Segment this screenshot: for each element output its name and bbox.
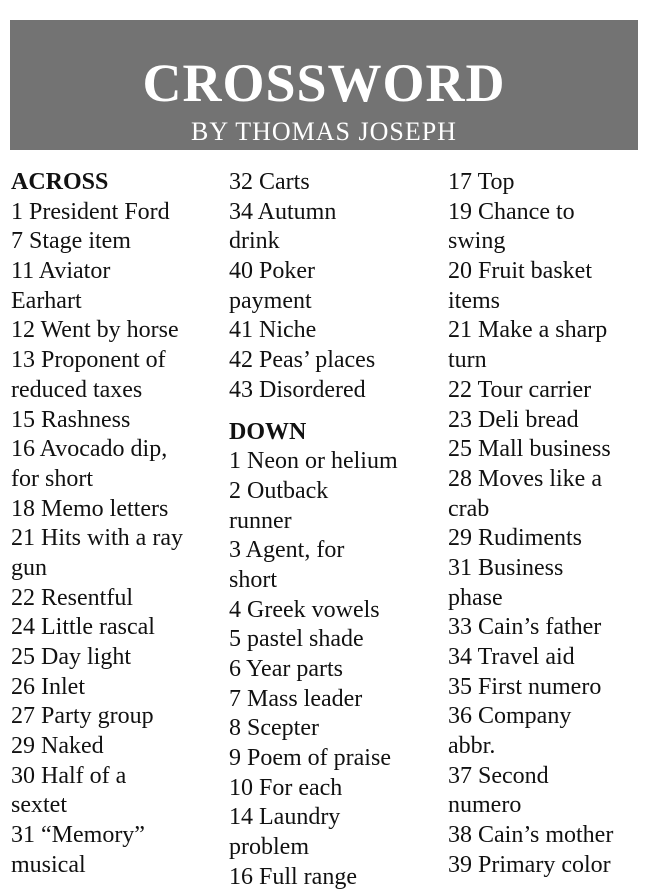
clue-line: numero xyxy=(448,792,522,819)
clue-line: crab xyxy=(448,495,490,522)
clue-line: 20 Fruit basket xyxy=(448,258,592,285)
down-clue-list-continued xyxy=(448,168,643,881)
clue-line: 5 pastel shade xyxy=(229,626,364,653)
byline: BY THOMAS JOSEPH xyxy=(191,117,457,146)
clue-line: 31 Business xyxy=(448,554,564,581)
clue-line: 1 Neon or helium xyxy=(229,448,398,475)
clue-line: gun xyxy=(11,554,47,581)
clue-column-3 xyxy=(448,168,643,881)
clue-line: 27 Party group xyxy=(11,703,154,730)
clue-line: items xyxy=(448,287,500,314)
across-clue-list xyxy=(11,198,221,881)
clue-line: 33 Cain’s father xyxy=(448,614,602,641)
clue-line: 21 Hits with a ray xyxy=(11,525,183,552)
clue-line: 36 Company xyxy=(448,703,572,730)
clue-line: 17 Top xyxy=(448,169,515,195)
clue-line: 4 Greek vowels xyxy=(229,596,380,623)
clue-line: 40 Poker xyxy=(229,258,315,285)
clue-line: 24 Little rascal xyxy=(11,614,155,641)
clue-line: 18 Memo letters xyxy=(11,495,169,522)
clue-line: 35 First numero xyxy=(448,673,602,700)
clue-line: 12 Went by horse xyxy=(11,317,179,344)
clue-line: 42 Peas’ places xyxy=(229,347,376,374)
clue-line: 7 Stage item xyxy=(11,228,131,255)
clue-line: 41 Niche xyxy=(229,317,317,344)
clue-line: 23 Deli bread xyxy=(448,406,579,433)
clue-line: 16 Full range xyxy=(229,863,357,890)
clue-line: short xyxy=(229,566,277,593)
clue-line: 19 Chance to xyxy=(448,198,575,225)
clue-line: phase xyxy=(448,584,503,611)
clue-line: 39 Primary color xyxy=(448,851,611,878)
clue-line: 14 Laundry xyxy=(229,804,341,831)
clue-line: reduced taxes xyxy=(11,376,143,403)
clue-line: 34 Autumn xyxy=(229,198,337,225)
clue-line: 32 Carts xyxy=(229,169,310,195)
clue-line: 10 For each xyxy=(229,774,343,801)
clue-line: 28 Moves like a xyxy=(448,465,602,492)
clue-line: 3 Agent, for xyxy=(229,537,345,564)
clue-line: 13 Proponent of xyxy=(11,347,166,374)
clue-line: 21 Make a sharp xyxy=(448,317,608,344)
clue-line: 22 Tour carrier xyxy=(448,376,592,403)
section-gap xyxy=(229,406,441,418)
clue-line: drink xyxy=(229,228,280,255)
clue-line: 2 Outback xyxy=(229,477,329,504)
clue-line: 37 Second xyxy=(448,762,549,789)
clue-line: 29 Rudiments xyxy=(448,525,583,552)
clue-line: 6 Year parts xyxy=(229,656,343,682)
clue-line: swing xyxy=(448,228,506,255)
down-clue-list xyxy=(229,447,441,892)
clue-line: 29 Naked xyxy=(11,733,104,760)
clue-line: 43 Disordered xyxy=(229,376,366,403)
clue-line: problem xyxy=(229,834,309,861)
clue-line: 7 Mass leader xyxy=(229,685,363,712)
clue-column-1 xyxy=(11,168,221,881)
clue-line: 1 President Ford xyxy=(11,198,170,225)
clue-line: turn xyxy=(448,347,487,374)
clue-line: Earhart xyxy=(11,287,82,314)
crossword-header xyxy=(10,20,638,150)
clue-line: 25 Day light xyxy=(11,644,131,670)
clue-column-2 xyxy=(229,168,441,893)
clue-line: sextet xyxy=(11,792,67,819)
page-title: CROSSWORD xyxy=(142,53,506,113)
clue-line: 25 Mall business xyxy=(448,436,611,463)
clue-line: 34 Travel aid xyxy=(448,644,575,670)
across-heading: ACROSS xyxy=(11,169,109,195)
clue-line: 8 Scepter xyxy=(229,715,319,742)
clue-line: 31 “Memory” xyxy=(11,822,145,849)
clue-line: 15 Rashness xyxy=(11,406,131,433)
clue-line: 22 Resentful xyxy=(11,584,133,611)
clue-line: 9 Poem of praise xyxy=(229,745,391,772)
clue-line: 16 Avocado dip, xyxy=(11,436,168,463)
down-heading: DOWN xyxy=(229,418,307,445)
clue-line: 30 Half of a xyxy=(11,762,127,789)
clue-line: payment xyxy=(229,287,312,314)
clue-line: 38 Cain’s mother xyxy=(448,822,614,849)
clue-line: for short xyxy=(11,465,93,492)
clue-line: musical xyxy=(11,851,86,878)
clue-line: abbr. xyxy=(448,733,496,760)
clue-line: 26 Inlet xyxy=(11,673,85,700)
across-clue-list-continued xyxy=(229,168,441,406)
clue-line: runner xyxy=(229,507,292,534)
clue-line: 11 Aviator xyxy=(11,258,111,285)
